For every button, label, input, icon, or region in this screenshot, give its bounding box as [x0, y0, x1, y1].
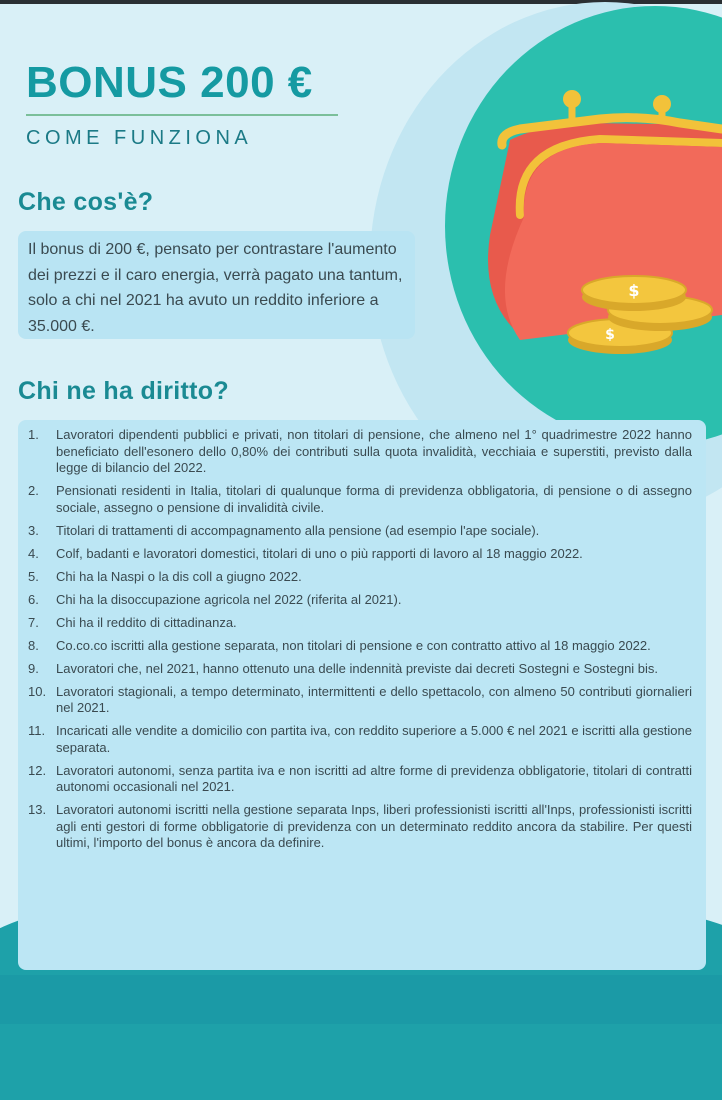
item-text: Lavoratori stagionali, a tempo determinato, intermittenti e dello spettacolo, con almeno 50 contributi giornalieri nel 2021.: [56, 683, 692, 715]
bottom-strip: [0, 975, 722, 1024]
section-heading-what: Che cos'è?: [18, 188, 154, 216]
item-number: 6.: [28, 591, 39, 607]
list-item: [28, 684, 692, 717]
list-item: [28, 763, 692, 796]
item-text: Chi ha il reddito di cittadinanza.: [56, 614, 237, 630]
item-number: 3.: [28, 522, 39, 538]
list-item: [28, 638, 692, 655]
list-item: [28, 592, 692, 609]
list-item: [28, 546, 692, 563]
intro-box: [18, 231, 415, 339]
poster-title: BONUS 200 €: [26, 58, 313, 107]
item-text: Co.co.co iscritti alla gestione separata, non titolari di pensione e con contratto attivo al 18 maggio 2022.: [56, 637, 651, 653]
list-item: [28, 427, 692, 477]
item-text: Chi ha la Naspi o la dis coll a giugno 2022.: [56, 568, 302, 584]
list-item: [28, 723, 692, 756]
list-item: [28, 569, 692, 586]
list-item: [28, 523, 692, 540]
item-text: Incaricati alle vendite a domicilio con partita iva, con reddito superiore a 5.000 € nel 2021 e iscritti alla gestione separata.: [56, 723, 692, 755]
item-text: Lavoratori autonomi, senza partita iva e non iscritti ad altre forme di previdenza obbligatorie, titolari di contratti autonomi occasionali nel 2021.: [56, 762, 692, 794]
item-number: 7.: [28, 614, 39, 630]
item-text: Pensionati residenti in Italia, titolari di qualunque forma di previdenza obbligatoria, di pensione o di assegno sociale, assegno o pensione di invalidità civile.: [56, 483, 692, 515]
item-number: 9.: [28, 660, 39, 676]
coin-purse-icon: [480, 85, 722, 365]
coin-symbol: $: [628, 281, 640, 300]
eligibility-box: [18, 420, 706, 970]
item-text: Lavoratori dipendenti pubblici e privati, non titolari di pensione, che almeno nel 1° quadrimestre 2022 hanno beneficiato dell'esonero dello 0,80% dei contributi sulla quota invalidità, vecchiaia e superstiti, previsto dalla legge di bilancio del 2022.: [56, 427, 692, 475]
item-text: Titolari di trattamenti di accompagnamento alla pensione (ad esempio l'ape sociale).: [56, 522, 540, 538]
item-text: Lavoratori che, nel 2021, hanno ottenuto una delle indennità previste dai decreti Sostegni e Sostegni bis.: [56, 660, 659, 676]
item-number: 12.: [28, 762, 47, 778]
intro-text: Il bonus di 200 €, pensato per contrastare l'aumento dei prezzi e il caro energia, verrà pagato una tantum, solo a chi nel 2021 ha avuto un reddito inferiore a 35.000 €.: [28, 241, 403, 335]
item-text: Chi ha la disoccupazione agricola nel 2022 (riferita al 2021).: [56, 591, 402, 607]
clasp-knob-left: [563, 90, 581, 108]
list-item: [28, 483, 692, 516]
item-number: 11.: [28, 723, 46, 738]
item-text: Lavoratori autonomi iscritti nella gestione separata Inps, liberi professionisti iscritti all'Inps, professionisti iscritti agli enti gestori di forme obbligatorie di previdenza con un determinato reddito ancora da stabilire. Per questi ultimi, l'importo del bonus è ancora da definire.: [56, 802, 692, 850]
list-item: [28, 661, 692, 678]
item-text: Colf, badanti e lavoratori domestici, titolari di uno o più rapporti di lavoro al 18 maggio 2022.: [56, 545, 583, 561]
section-heading-who: Chi ne ha diritto?: [18, 377, 229, 405]
item-number: 13.: [28, 802, 47, 817]
item-number: 2.: [28, 483, 39, 498]
item-number: 10.: [28, 683, 47, 699]
item-number: 4.: [28, 545, 39, 561]
list-item: [28, 802, 692, 852]
item-number: 8.: [28, 637, 39, 653]
clasp-knob-right: [653, 95, 671, 113]
coin-symbol: $: [605, 327, 615, 343]
eligibility-list: [28, 427, 692, 852]
title-divider: [26, 114, 338, 116]
item-number: 5.: [28, 568, 39, 584]
item-number: 1.: [28, 427, 39, 442]
list-item: [28, 615, 692, 632]
poster-subtitle: COME FUNZIONA: [26, 127, 253, 149]
